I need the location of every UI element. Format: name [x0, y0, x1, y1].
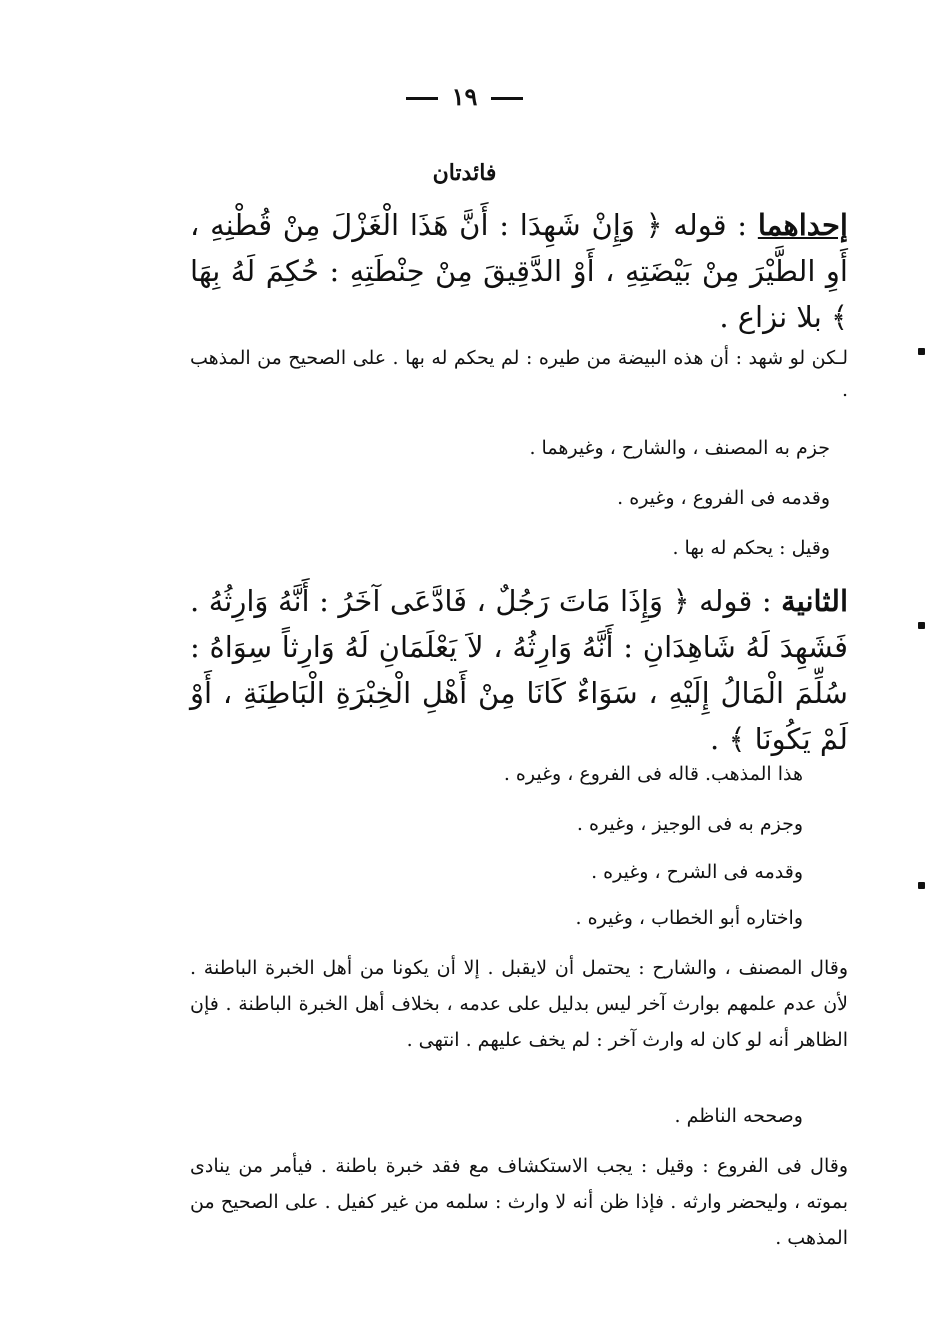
first-paragraph: لـكن لو شهد : أن هذه البيضة من طيره : لم يحكم له بها . على الصحيح من المذهب . [190, 347, 848, 401]
second-note-after: وصححه الناظم . [674, 1105, 803, 1127]
second-note-1: هذا المذهب. قاله فى الفروع ، وغيره . [503, 763, 803, 785]
second-verse-text: : قوله ﴿ وَإِذَا مَاتَ رَجُلٌ ، فَادَّعَى آخَرُ : أَنَّهُ وَارِثُهُ . فَشَهِدَ لَهُ شَاهِدَانِ : أَنَّهُ وَارِثُهُ ، لاَ يَعْلَمَانِ لَهُ وَارِثاً سِوَاهُ : سُلِّمَ الْمَالُ إِلَيْهِ ، سَوَاءٌ كَانَا مِنْ أَهْلِ الْخِبْرَةِ الْبَاطِنَةِ ، أَوْ لَمْ يَكُونَا ﴾ . [190, 584, 848, 756]
second-note-2: وجزم به فى الوجيز ، وغيره . [576, 813, 803, 835]
second-verse-paragraph [190, 578, 848, 762]
section-title: فائدتان [432, 160, 497, 186]
second-note-3: وقدمه فى الشرح ، وغيره . [591, 861, 803, 883]
first-note-3: وقيل : يحكم له بها . [672, 537, 830, 559]
first-verse-paragraph [190, 202, 848, 340]
page-header [0, 82, 929, 111]
second-label: الثانية [781, 584, 849, 618]
second-paragraph-2: وقال فى الفروع : وقيل : يجب الاستكشاف مع فقد خبرة باطنة . فيأمر من ينادى بموته ، وليحضر وارثه . فإذا ظن أنه لا وارث : سلمه من غير كفيل . على الصحيح من المذهب . [190, 1155, 848, 1249]
margin-mark-2 [918, 622, 925, 629]
first-note-2: وقدمه فى الفروع ، وغيره . [617, 487, 830, 509]
header-dash-right [491, 97, 523, 100]
first-verse-text: : قوله ﴿ وَإِنْ شَهِدَا : أَنَّ هَذَا الْغَزْلَ مِنْ قُطْنِهِ ، أَوِ الطَّيْرَ مِنْ بَيْضَتِهِ ، أَوْ الدَّقِيقَ مِنْ حِنْطَتِهِ : حُكِمَ لَهُ بِهَا ﴾ بلا نزاع . [190, 208, 848, 334]
second-paragraph-1: وقال المصنف ، والشارح : يحتمل أن لايقبل . إلا أن يكونا من أهل الخبرة الباطنة . لأن عدم علمهم بوارث آخر ليس بدليل على عدمه ، بخلاف أهل الخبرة الباطنة . فإن الظاهر أنه لو كان له وارث آخر : لم يخف عليهم . انتهى . [190, 957, 848, 1051]
page-number: ١٩ [451, 82, 478, 111]
margin-mark-3 [918, 882, 925, 889]
header-dash-left [406, 97, 438, 100]
first-note-1: جزم به المصنف ، والشارح ، وغيرهما . [529, 437, 830, 459]
margin-mark-1 [918, 348, 925, 355]
second-note-4: واختاره أبو الخطاب ، وغيره . [575, 907, 803, 929]
first-label: إحداهما [757, 208, 848, 242]
